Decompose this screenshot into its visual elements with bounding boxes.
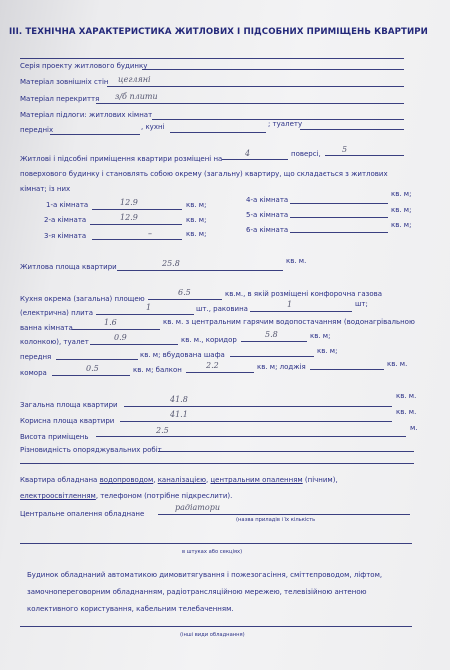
- value-total-area: 41.8: [170, 395, 188, 404]
- unit-height: м.: [410, 424, 418, 432]
- note-devices: (назва приладів і їх кількість: [236, 517, 316, 523]
- label-corridor: кв. м., коридор: [181, 336, 237, 344]
- field-line-central-heating: [158, 514, 410, 515]
- value-room3: –: [148, 229, 152, 238]
- label-equip-heat: центральним опаленням: [210, 476, 303, 484]
- note-other: (інші види обладнання): [180, 632, 245, 638]
- unit-room4: кв. м;: [391, 190, 412, 198]
- unit-sink: шт;: [355, 300, 368, 308]
- unit-useful-area: кв. м.: [396, 408, 417, 416]
- field-line-hall-area: [56, 359, 138, 360]
- value-living-area: 25.8: [162, 259, 180, 268]
- unit-room2: кв. м;: [186, 216, 207, 224]
- field-line-hall: [50, 134, 140, 135]
- field-line-floor-num: [222, 159, 288, 160]
- field-line-loggia: [310, 369, 384, 370]
- label-room3: 3-я кімната: [44, 232, 87, 240]
- label-finishing: Різновидність опоряджувальних робіт: [20, 446, 162, 454]
- value-storage: 0.5: [86, 364, 99, 373]
- label-building-equip-1: Будинок обладнаний автоматикою димовитягування і пожезогасіння, сміттєпроводом, ліфтом,: [27, 571, 383, 579]
- unit-wardrobe: кв. м;: [317, 347, 338, 355]
- label-hall: передніх: [20, 126, 54, 134]
- field-line-wall: [107, 86, 404, 87]
- label-bathroom: ванна кімната: [20, 324, 73, 332]
- label-building-equip-3: колективного користування, кабельним телебаченням.: [27, 605, 234, 613]
- label-total-area: Загальна площа квартири: [20, 401, 118, 409]
- field-line-height: [96, 436, 406, 437]
- label-equip-water: водопроводом: [99, 476, 154, 484]
- field-line-toilet-area: [90, 344, 178, 345]
- label-equip-oven: (пічним),: [304, 476, 338, 484]
- field-line-kitchen: [170, 132, 266, 133]
- field-line-building-floors: [325, 155, 404, 156]
- field-line-room1: [92, 209, 182, 210]
- label-building-line: поверхового будинку і становлять собою окрему (загальну) квартиру, що складається з житлових: [20, 170, 388, 178]
- value-room1: 12.9: [120, 198, 138, 207]
- label-floor-of: поверсі,: [291, 150, 321, 158]
- label-room6: 6-а кімната: [246, 226, 289, 234]
- field-line-devices-2: [20, 543, 412, 544]
- label-floor-material: Матеріал перекриття: [20, 95, 100, 103]
- unit-room6: кв. м;: [391, 221, 412, 229]
- label-bathroom-hot-water: кв. м. з центральним гарячим водопостачанням (водонагрівальною: [163, 318, 415, 326]
- label-floors-material: Матеріал підлоги: житлових кімнат: [20, 111, 153, 119]
- field-line-useful-area: [120, 421, 392, 422]
- field-line-living-area: [117, 270, 283, 271]
- label-balcony: кв. м; балкон: [133, 366, 182, 374]
- value-floor-material: з/б плити: [115, 92, 158, 101]
- label-hall-area: передня: [20, 353, 52, 361]
- field-line-sink: [250, 311, 352, 312]
- label-located-on: Житлові і підсобні приміщення квартири розміщені на: [20, 155, 223, 163]
- value-room2: 12.9: [120, 213, 138, 222]
- field-line-corridor: [241, 341, 307, 342]
- unit-room3: кв. м;: [186, 230, 207, 238]
- label-sink: шт., раковина: [196, 305, 248, 313]
- value-corridor: 5.8: [265, 330, 278, 339]
- label-central-heating: Центральне опалення обладнане: [20, 510, 145, 518]
- label-toilet: ; туалету: [268, 120, 303, 128]
- field-line-total-area: [124, 406, 392, 407]
- unit-room1: кв. м;: [186, 201, 207, 209]
- page-title: III. ТЕХНІЧНА ХАРАКТЕРИСТИКА ЖИТЛОВИХ І ПІДСОБНИХ ПРИМІЩЕНЬ КВАРТИРИ: [9, 27, 428, 37]
- field-line-balcony: [186, 372, 254, 373]
- label-room2: 2-а кімната: [44, 216, 87, 224]
- label-loggia: кв. м; лоджія: [257, 363, 306, 371]
- label-series: Серія проекту житлового будинку: [20, 62, 148, 70]
- field-line-finishing-2: [20, 463, 414, 464]
- label-kitchen-stove: кв.м., в якій розміщені конфорочна газова: [225, 290, 383, 298]
- value-kitchen-area: 6.5: [178, 288, 191, 297]
- value-floor-num: 4: [245, 149, 251, 158]
- label-kitchen: , кухні: [141, 123, 165, 131]
- label-height: Висота приміщень: [20, 433, 89, 441]
- field-line-wardrobe: [230, 356, 314, 357]
- label-room5: 5-а кімната: [246, 211, 289, 219]
- field-line-room5: [290, 217, 388, 218]
- unit-total-area: кв. м.: [396, 392, 417, 400]
- value-height: 2.5: [156, 426, 169, 435]
- label-kitchen-area: Кухня окрема (загальна) площею: [20, 295, 145, 303]
- equipment-line-2: [20, 492, 232, 501]
- label-equip-electric: електроосвітленням: [20, 492, 96, 500]
- field-line-other: [20, 626, 412, 627]
- unit-room5: кв. м;: [391, 206, 412, 214]
- label-rooms-of: кімнат; із них: [20, 185, 71, 193]
- value-toilet: 0.9: [114, 333, 127, 342]
- unit-living-area: кв. м.: [286, 257, 307, 265]
- value-bathroom: 1.6: [104, 318, 117, 327]
- field-line-series: [142, 69, 404, 70]
- label-equip: Квартира обладнана: [20, 476, 98, 484]
- label-toilet-area: колонкою), туалет: [20, 338, 89, 346]
- unit-corridor: кв. м;: [310, 332, 331, 340]
- value-heating-devices: радіатори: [175, 503, 220, 512]
- field-line-room4: [290, 203, 388, 204]
- value-useful-area: 41.1: [170, 410, 188, 419]
- label-useful-area: Корисна площа квартири: [20, 417, 115, 425]
- label-wardrobe: кв. м; вбудована шафа: [140, 351, 225, 359]
- field-line-bathroom: [72, 329, 160, 330]
- field-line-toilet: [300, 129, 404, 130]
- value-stove: 1: [146, 303, 152, 312]
- value-sink: 1: [287, 300, 293, 309]
- field-line-storage: [52, 375, 130, 376]
- field-line-room2: [90, 224, 182, 225]
- note-sections: в штуках або секціях): [182, 549, 243, 555]
- value-balcony: 2.2: [206, 361, 219, 370]
- field-line-finishing: [158, 451, 414, 452]
- label-stove: (електрична) плита: [20, 309, 94, 317]
- label-living-area: Житлова площа квартири: [20, 263, 117, 271]
- label-room4: 4-а кімната: [246, 196, 289, 204]
- value-building-floors: 5: [342, 145, 348, 154]
- equipment-line-1: Квартира обладнана водопроводом, каналізацією, центральним опаленням (пічним),: [20, 476, 338, 484]
- label-wall-material: Матеріал зовнішніх стін: [20, 78, 109, 86]
- label-room1: 1-а кімната: [46, 201, 89, 209]
- label-equip-phone: , телефоном (потрібне підкреслити).: [95, 492, 233, 500]
- field-line-room6: [290, 232, 388, 233]
- value-wall-material: цегляні: [118, 75, 151, 84]
- label-storage: комора: [20, 369, 47, 377]
- field-line-kitchen-area: [148, 299, 222, 300]
- rule-top: [20, 58, 404, 59]
- field-line-floor: [96, 103, 404, 104]
- field-line-room3: [92, 239, 182, 240]
- unit-loggia: кв. м.: [387, 360, 408, 368]
- label-equip-sewer: каналізацією: [157, 476, 206, 484]
- label-building-equip-2: замочнопереговорним обладнанням, радіотрансляційною мережею, телевізійною антеною: [27, 588, 367, 596]
- field-line-stove: [96, 314, 194, 315]
